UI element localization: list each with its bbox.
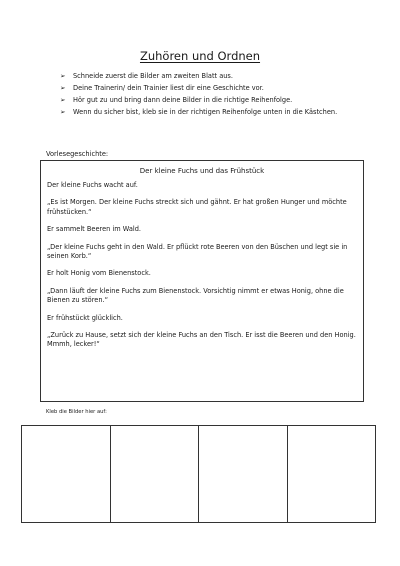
paste-box-1 <box>22 426 111 522</box>
story-line: „Der kleine Fuchs geht in den Wald. Er pflückt rote Beeren von den Büschen und legt sie in seinen Korb.“ <box>47 242 348 261</box>
page-title: Zuhören und Ordnen <box>139 49 261 63</box>
story-title: Der kleine Fuchs und das Frühstück <box>139 167 265 175</box>
paste-grid <box>21 425 376 523</box>
arrow-bullet-icon: ➢ <box>60 96 66 104</box>
instruction-text: Hör gut zu und bring dann deine Bilder in die richtige Reihenfolge. <box>73 96 293 104</box>
glue-label: Kleb die Bilder hier auf: <box>46 409 107 415</box>
story-box <box>40 160 364 402</box>
story-line: „Zurück zu Hause, setzt sich der kleine Fuchs an den Tisch. Er isst die Beeren und den Honig. Mmmh, lecker!“ <box>47 331 356 349</box>
instruction-list <box>60 72 380 120</box>
paste-box-4 <box>288 426 376 522</box>
instruction-item <box>60 72 380 82</box>
story-line: „Es ist Morgen. Der kleine Fuchs streckt sich und gähnt. Er hat großen Hunger und möchte frühstücken.“ <box>47 198 347 216</box>
arrow-bullet-icon: ➢ <box>60 72 66 80</box>
paste-box-3 <box>199 426 288 522</box>
story-line: Der kleine Fuchs wacht auf. <box>47 181 138 189</box>
arrow-bullet-icon: ➢ <box>60 108 66 116</box>
story-line: Er holt Honig vom Bienenstock. <box>47 269 151 278</box>
instruction-item <box>60 108 380 118</box>
instruction-item <box>60 96 380 106</box>
story-label: Vorlesegeschichte: <box>46 150 109 158</box>
instruction-text: Wenn du sicher bist, kleb sie in der richtigen Reihenfolge unten in die Kästchen. <box>73 108 338 116</box>
instruction-text: Schneide zuerst die Bilder am zweiten Blatt aus. <box>73 72 233 80</box>
story-line: „Dann läuft der kleine Fuchs zum Bienenstock. Vorsichtig nimmt er etwas Honig, ohne die Bienen zu stören.“ <box>47 286 344 305</box>
story-line: Er frühstückt glücklich. <box>47 313 123 322</box>
arrow-bullet-icon: ➢ <box>60 84 66 92</box>
instruction-text: Deine Trainerin/ dein Trainier liest dir eine Geschichte vor. <box>73 84 264 92</box>
instruction-item <box>60 84 380 94</box>
paste-box-2 <box>111 426 200 522</box>
story-line: Er sammelt Beeren im Wald. <box>47 225 142 234</box>
